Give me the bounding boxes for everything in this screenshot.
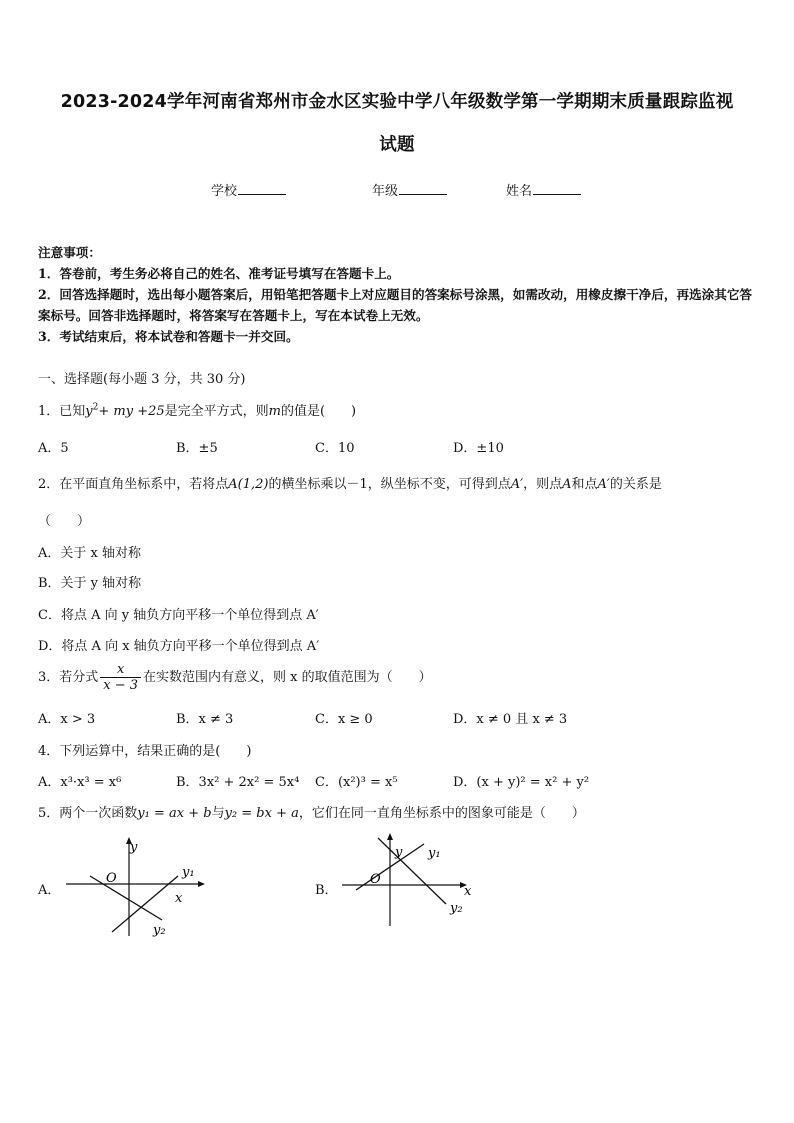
q4-option-b[interactable]: B．3x² + 2x² = 5x⁴ — [176, 775, 300, 790]
q5-graph-b[interactable] — [338, 832, 488, 932]
q3-numerator: x — [100, 662, 141, 678]
q5-graph-a[interactable] — [60, 832, 210, 944]
y-arrow-icon — [387, 833, 393, 840]
q1-suffix-pre: 是完全平方式，则 — [164, 404, 269, 419]
q5-text1: 5．两个一次函数 — [38, 806, 138, 821]
q3-option-c[interactable]: C．x ≥ 0 — [315, 712, 373, 727]
q4-option-a[interactable]: A．x³·x³ = x⁶ — [38, 775, 122, 790]
grade-blank[interactable] — [399, 182, 447, 195]
q2-point: A(1,2) — [228, 477, 269, 492]
grade-label: 年级 — [372, 184, 399, 199]
q2-option-c[interactable]: C．将点 A 向 y 轴负方向平移一个单位得到点 A′ — [38, 608, 319, 623]
q2-text7: 的关系是 — [609, 477, 662, 492]
q4-option-c[interactable]: C．(x²)³ = x⁵ — [315, 775, 398, 790]
origin-label: O — [106, 871, 117, 886]
q3-suffix: 在实数范围内有意义，则 x 的取值范围为（ ） — [143, 670, 432, 685]
notes-block — [38, 242, 758, 347]
page-title-line2: 试题 — [379, 135, 415, 155]
x-label: x — [464, 884, 472, 899]
q3-option-d[interactable]: D．x ≠ 0 且 x ≠ 3 — [453, 712, 568, 727]
notes-heading: 注意事项： — [38, 245, 101, 260]
q1-var: m — [268, 404, 281, 419]
q3-denominator: x − 3 — [103, 678, 139, 693]
q2-text6: A′ — [597, 477, 610, 492]
q5-text2: ，它们在同一直角坐标系中的图象可能是（ ） — [298, 806, 585, 821]
q1-suffix: 的值是( ) — [280, 404, 357, 419]
q2-paren: （ ） — [38, 514, 91, 529]
school-field[interactable] — [211, 180, 286, 199]
question-3 — [38, 662, 432, 693]
question-5 — [38, 802, 585, 821]
q2-option-b[interactable]: B．关于 y 轴对称 — [38, 576, 142, 591]
y1-label: y₁ — [428, 846, 441, 861]
q2-text4: A — [562, 477, 572, 492]
q2-text1: 2．在平面直角坐标系中，若将点 — [38, 477, 229, 492]
q2-option-a[interactable]: A．关于 x 轴对称 — [38, 546, 141, 561]
name-label: 姓名 — [506, 184, 533, 199]
q1-expr-a: y — [85, 404, 93, 419]
y1-label: y₁ — [182, 865, 195, 880]
q1-expr-b: + my +25 — [98, 404, 165, 419]
x-arrow-icon — [198, 881, 205, 887]
note-item-3: 3．考试结束后，将本试卷和答题卡一并交回。 — [38, 329, 299, 344]
question-4: 4．下列运算中，结果正确的是( ) — [38, 744, 252, 759]
q1-option-c[interactable]: C．10 — [315, 441, 355, 456]
y-label: y — [130, 840, 138, 855]
q2-text3: ，则点 — [523, 477, 563, 492]
section-heading: 一、选择题(每小题 3 分，共 30 分) — [38, 372, 246, 387]
q2-text5: 和点 — [571, 477, 598, 492]
q5-function-1: y₁ = ax + b — [137, 806, 212, 821]
school-blank[interactable] — [238, 182, 286, 195]
grade-field[interactable] — [372, 180, 447, 199]
q3-option-b[interactable]: B．x ≠ 3 — [176, 712, 234, 727]
y2-label: y₂ — [450, 901, 463, 916]
q5-option-b[interactable]: B． — [315, 883, 338, 898]
question-2 — [38, 473, 662, 492]
school-label: 学校 — [211, 184, 238, 199]
q5-option-a[interactable]: A． — [38, 883, 61, 898]
page-title-line1: 2023-2024学年河南省郑州市金水区实验中学八年级数学第一学期期末质量跟踪监视 — [60, 92, 734, 112]
q5-function-2: y₂ = bx + a — [224, 806, 299, 821]
q2-option-d[interactable]: D．将点 A 向 x 轴负方向平移一个单位得到点 A′ — [38, 639, 320, 654]
question-1: 1．已知$y^2+$ my +25是完全平方式，则m的值是( ) — [38, 402, 357, 419]
x-label: x — [175, 891, 183, 906]
q1-option-a[interactable]: A．5 — [38, 441, 69, 456]
q1-option-b[interactable]: B．±5 — [176, 441, 218, 456]
q3-fraction — [100, 662, 141, 693]
q1-prefix: 1．已知 — [38, 404, 86, 419]
q2-point2: A′ — [510, 477, 524, 492]
q3-option-a[interactable]: A．x > 3 — [38, 712, 96, 727]
q5-mid: 与 — [211, 806, 225, 821]
q4-option-d[interactable]: D．(x + y)² = x² + y² — [453, 775, 590, 790]
q1-option-d[interactable]: D．±10 — [453, 441, 504, 456]
name-blank[interactable] — [533, 182, 581, 195]
origin-label: O — [370, 872, 381, 887]
q3-prefix: 3．若分式 — [38, 670, 99, 685]
q2-text2: 的横坐标乘以－1，纵坐标不变，可得到点 — [268, 477, 511, 492]
note-item-2: 2．回答选择题时，选出每小题答案后，用铅笔把答题卡上对应题目的答案标号涂黑，如需改动，用橡皮擦干净后，再选涂其它答案标号。回答非选择题时，将答案写在答题卡上，写在本试卷上无效。 — [38, 287, 753, 323]
note-item-1: 1．答卷前，考生务必将自己的姓名、准考证号填写在答题卡上。 — [38, 266, 400, 281]
y2-label: y₂ — [153, 923, 166, 938]
y-label: y — [395, 845, 403, 860]
name-field[interactable] — [506, 180, 581, 199]
